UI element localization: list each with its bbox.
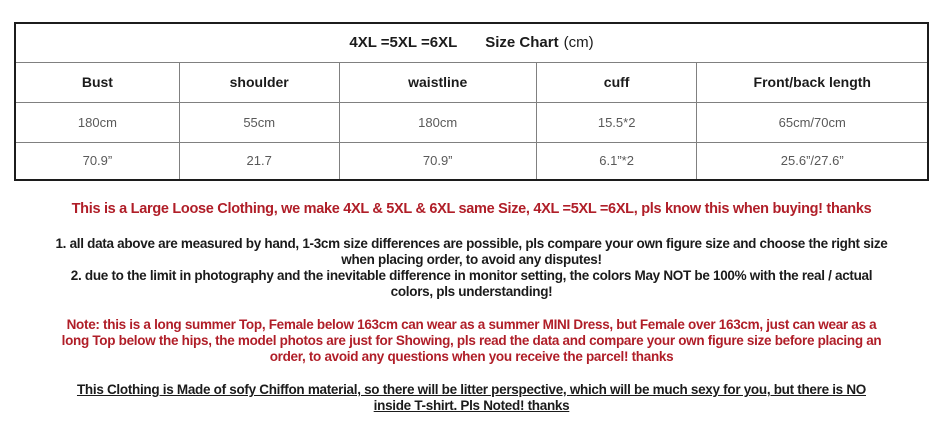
table-cell: 70.9” bbox=[15, 142, 179, 180]
material-line: inside T-shirt. Pls Noted! thanks bbox=[373, 398, 570, 413]
table-cell: 180cm bbox=[15, 102, 179, 142]
column-header-front-back-length: Front/back length bbox=[697, 62, 928, 102]
note-line: order, to avoid any questions when you receive the parcel! thanks bbox=[269, 349, 674, 364]
size-chart-table bbox=[14, 22, 929, 181]
table-cell: 180cm bbox=[339, 102, 536, 142]
column-header-row bbox=[15, 62, 928, 102]
table-cell: 70.9” bbox=[339, 142, 536, 180]
table-cell: 21.7 bbox=[179, 142, 339, 180]
size-chart-title-cell bbox=[15, 23, 928, 62]
table-cell: 65cm/70cm bbox=[697, 102, 928, 142]
measurement-disclaimer-text bbox=[0, 236, 943, 300]
column-header-shoulder: shoulder bbox=[179, 62, 339, 102]
disclaimer-line: 1. all data above are measured by hand, 1-3cm size differences are possible, pls compare your own figure size and choose the right size bbox=[55, 236, 888, 251]
material-note-text bbox=[0, 382, 943, 414]
size-equivalence-label: 4XL =5XL =6XL bbox=[349, 34, 458, 52]
column-header-waistline: waistline bbox=[339, 62, 536, 102]
material-line: This Clothing is Made of sofy Chiffon material, so there will be litter perspective, which will be much sexy for you, but there is NO bbox=[76, 382, 866, 397]
table-row-cm bbox=[15, 102, 928, 142]
size-warning-text bbox=[0, 201, 943, 217]
size-chart-unit: (cm) bbox=[563, 34, 594, 52]
disclaimer-line: when placing order, to avoid any disputes! bbox=[341, 252, 602, 267]
size-warning-line: This is a Large Loose Clothing, we make 4XL & 5XL & 6XL same Size, 4XL =5XL =6XL, pls know this when buying! thanks bbox=[71, 201, 872, 217]
table-cell: 55cm bbox=[179, 102, 339, 142]
table-cell: 6.1”*2 bbox=[536, 142, 697, 180]
column-header-cuff: cuff bbox=[536, 62, 697, 102]
size-chart-title-row bbox=[15, 23, 928, 62]
column-header-bust: Bust bbox=[15, 62, 179, 102]
note-line: long Top below the hips, the model photos are just for Showing, pls read the data and compare your own figure size before placing an bbox=[61, 333, 882, 348]
table-cell: 15.5*2 bbox=[536, 102, 697, 142]
table-row-inch bbox=[15, 142, 928, 180]
size-chart-label: Size Chart bbox=[485, 34, 559, 52]
disclaimer-line: colors, pls understanding! bbox=[390, 284, 553, 299]
wearing-note-text bbox=[0, 317, 943, 365]
table-cell: 25.6”/27.6” bbox=[697, 142, 928, 180]
disclaimer-line: 2. due to the limit in photography and the inevitable difference in monitor setting, the colors May NOT be 100% with the real / actual bbox=[70, 268, 873, 283]
note-line: Note: this is a long summer Top, Female below 163cm can wear as a summer MINI Dress, but Female over 163cm, just can wear as a bbox=[66, 317, 877, 332]
